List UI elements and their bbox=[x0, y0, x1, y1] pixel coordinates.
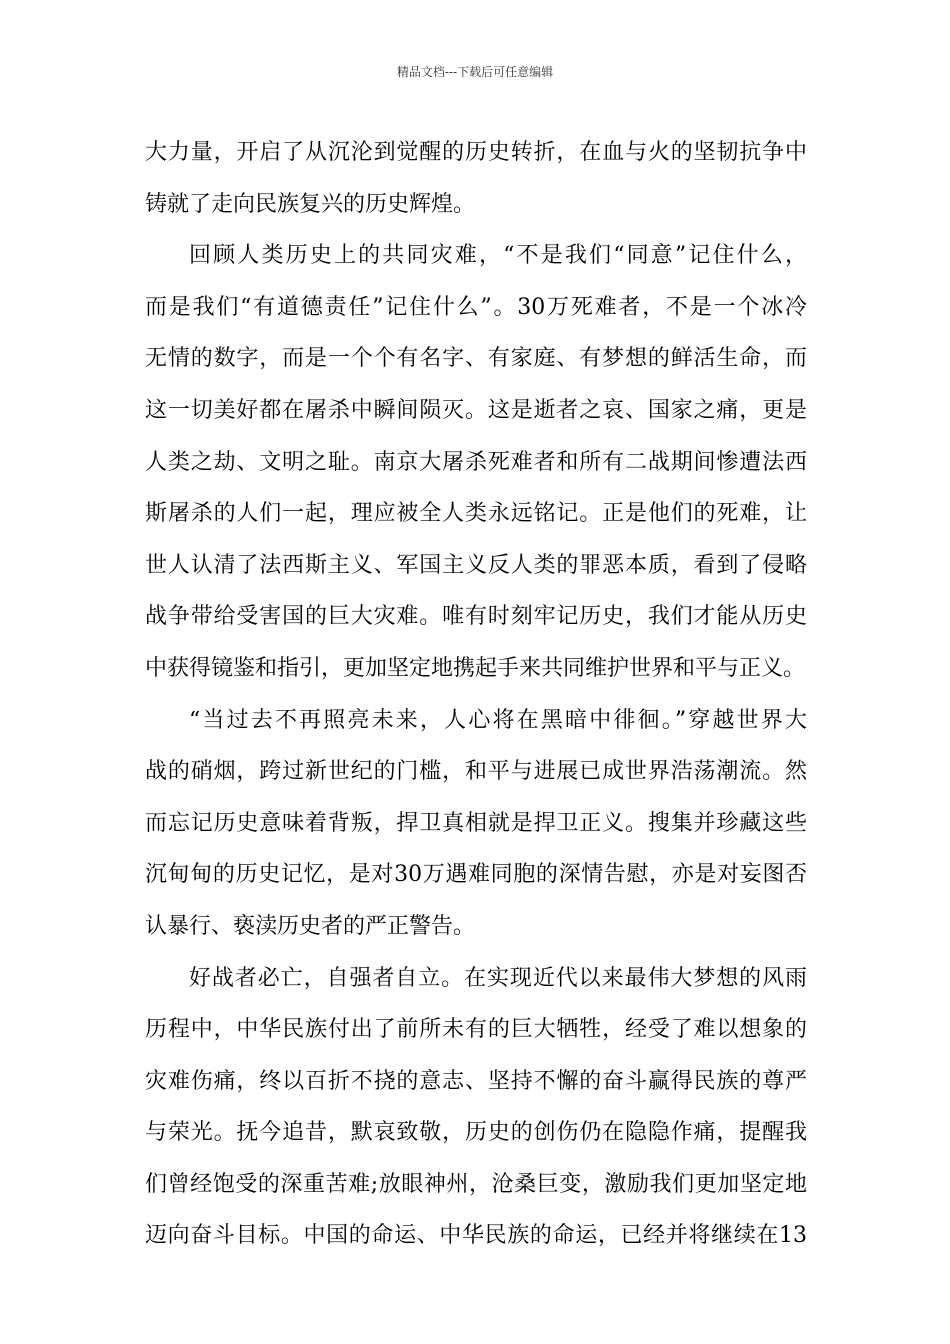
text-line: 战的硝烟，跨过新世纪的门槛，和平与进展已成世界浩荡潮流。然 bbox=[145, 759, 807, 785]
text-line: 战争带给受害国的巨大灾难。唯有时刻牢记历史，我们才能从历史 bbox=[145, 604, 807, 630]
text-line: 而忘记历史意味着背叛，捍卫真相就是捍卫正义。搜集并珍藏这些 bbox=[145, 810, 807, 836]
text-line: 迈向奋斗目标。中国的命运、中华民族的命运，已经并将继续在13 bbox=[145, 1223, 807, 1249]
text-line: 大力量，开启了从沉沦到觉醒的历史转折，在血与火的坚韧抗争中 bbox=[145, 140, 807, 165]
text-line: 而是我们“有道德责任”记住什么”。30万死难者，不是一个冰冷 bbox=[145, 294, 807, 320]
text-line: 沉甸甸的历史记忆，是对30万遇难同胞的深情告慰，亦是对妄图否 bbox=[145, 862, 807, 888]
text-line: “当过去不再照亮未来，人心将在黑暗中徘徊。”穿越世界大 bbox=[189, 707, 807, 733]
text-line: 回顾人类历史上的共同灾难，“不是我们“同意”记住什么， bbox=[189, 243, 807, 269]
page-header: 精品文档---下载后可任意编辑 bbox=[396, 65, 554, 79]
text-line: 无情的数字，而是一个个有名字、有家庭、有梦想的鲜活生命，而 bbox=[145, 346, 807, 372]
text-line: 灾难伤痛，终以百折不挠的意志、坚持不懈的奋斗赢得民族的尊严 bbox=[145, 1068, 807, 1094]
text-line: 这一切美好都在屠杀中瞬间陨灭。这是逝者之哀、国家之痛，更是 bbox=[145, 397, 807, 423]
text-line: 斯屠杀的人们一起，理应被全人类永远铭记。正是他们的死难，让 bbox=[145, 501, 807, 527]
document-body bbox=[145, 127, 807, 1262]
text-line: 人类之劫、文明之耻。南京大屠杀死难者和所有二战期间惨遭法西 bbox=[145, 449, 807, 475]
text-line: 中获得镜鉴和指引，更加坚定地携起手来共同维护世界和平与正义。 bbox=[145, 655, 806, 681]
text-line: 铸就了走向民族复兴的历史辉煌。 bbox=[145, 191, 476, 217]
text-line: 历程中，中华民族付出了前所未有的巨大牺牲，经受了难以想象的 bbox=[145, 1017, 807, 1043]
text-line: 好战者必亡，自强者自立。在实现近代以来最伟大梦想的风雨 bbox=[189, 965, 807, 991]
text-line: 们曾经饱受的深重苦难;放眼神州，沧桑巨变，激励我们更加坚定地 bbox=[145, 1171, 807, 1197]
text-line: 世人认清了法西斯主义、军国主义反人类的罪恶本质，看到了侵略 bbox=[145, 552, 807, 578]
text-line: 与荣光。抚今追昔，默哀致敬，历史的创伤仍在隐隐作痛，提醒我 bbox=[145, 1120, 807, 1146]
text-line: 认暴行、亵渎历史者的严正警告。 bbox=[145, 913, 476, 939]
